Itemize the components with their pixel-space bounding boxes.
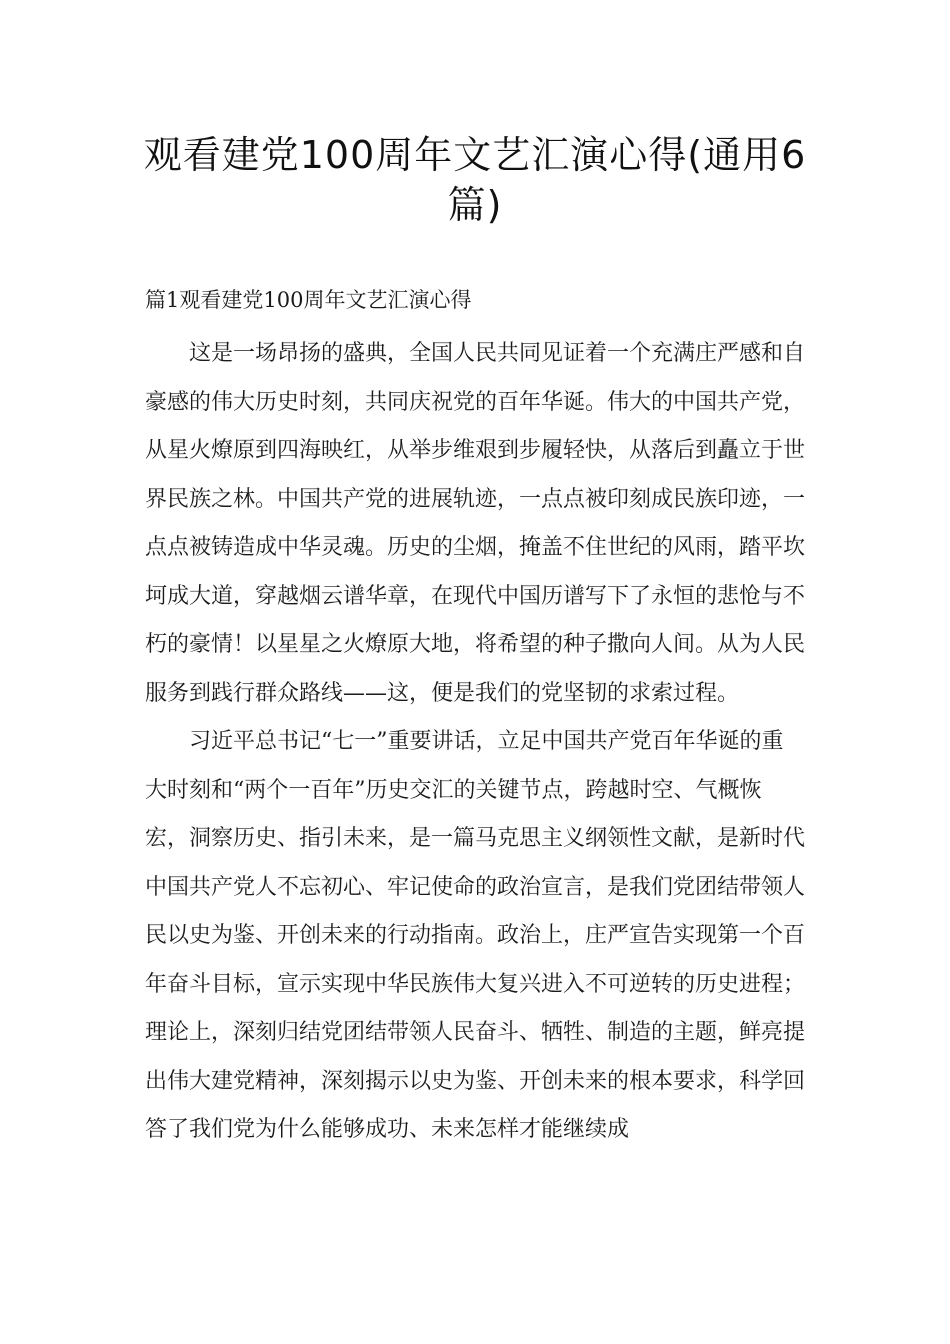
body-paragraph-1: 这是一场昂扬的盛典，全国人民共同见证着一个充满庄严感和自豪感的伟大历史时刻，共同庆祝党的百年华诞。伟大的中国共产党，从星火燎原到四海映红，从举步维艰到步履轻快，从落后到矗立于世界民族之林。中国共产党的进展轨迹，一点点被印刻成民族印迹，一点点被铸造成中华灵魂。历史的尘烟，掩盖不住世纪的风雨，踏平坎坷成大道，穿越烟云谱华章，在现代中国历谱写下了永恒的悲怆与不朽的豪情！以星星之火燎原大地，将希望的种子撒向人间。从为人民服务到践行群众路线——这，便是我们的党坚韧的求索过程。 (145, 341, 806, 706)
section-heading: 篇1观看建党100周年文艺汇演心得 (145, 288, 472, 312)
document-title: 观看建党100周年文艺汇演心得(通用6篇) (143, 133, 807, 227)
document-body (145, 330, 805, 1155)
body-paragraph-2: 习近平总书记“七一”重要讲话，立足中国共产党百年华诞的重大时刻和“两个一百年”历史交汇的关键节点，跨越时空、气概恢宏，洞察历史、指引未来，是一篇马克思主义纲领性文献，是新时代中国共产党人不忘初心、牢记使命的政治宣言，是我们党团结带领人民以史为鉴、开创未来的行动指南。政治上，庄严宣告实现第一个百年奋斗目标，宣示实现中华民族伟大复兴进入不可逆转的历史进程；理论上，深刻归结党团结带领人民奋斗、牺牲、制造的主题，鲜亮提出伟大建党精神，深刻揭示以史为鉴、开创未来的根本要求，科学回答了我们党为什么能够成功、未来怎样才能继续成 (145, 729, 806, 1142)
